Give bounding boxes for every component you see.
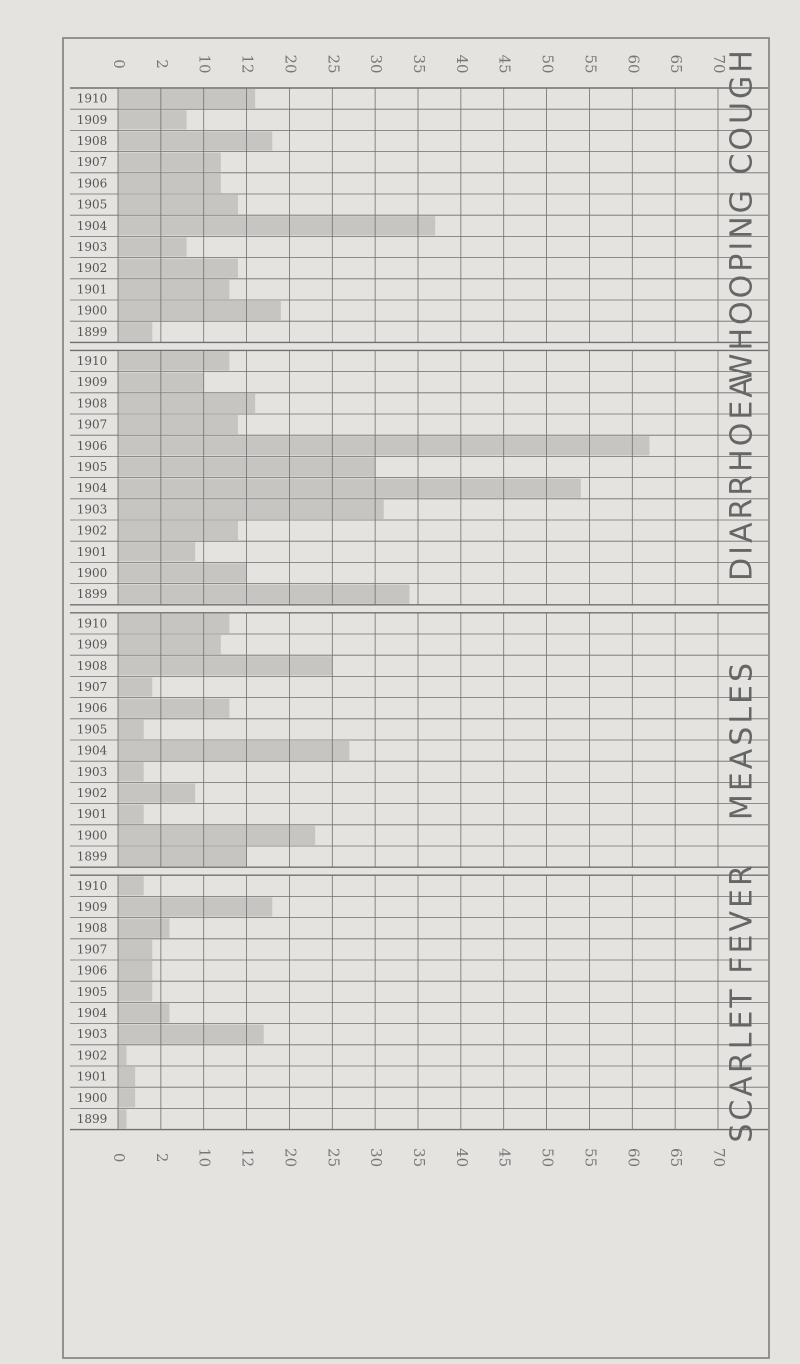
bar	[118, 237, 187, 256]
bar	[118, 656, 332, 675]
bar	[118, 961, 152, 980]
bar	[118, 89, 255, 108]
year-label: 1904	[76, 743, 108, 758]
bar	[118, 301, 281, 320]
x-tick-label-bottom: 40	[452, 1148, 471, 1168]
panel-title: WHOOPING COUGH	[724, 47, 760, 384]
x-tick-label-bottom: 45	[495, 1148, 514, 1168]
year-label: 1910	[76, 616, 108, 631]
year-label: 1902	[76, 786, 108, 800]
year-label: 1909	[76, 112, 108, 127]
x-tick-label-top: 30	[367, 54, 386, 74]
year-label: 1907	[76, 155, 108, 170]
bar	[118, 720, 144, 739]
year-label: 1900	[76, 566, 108, 580]
bar	[118, 847, 247, 866]
year-label: 1903	[76, 764, 108, 779]
year-label: 1904	[76, 218, 108, 233]
bar	[118, 415, 238, 434]
x-tick-label-bottom: 2	[152, 1152, 171, 1163]
year-label: 1901	[76, 282, 108, 297]
bar	[118, 131, 272, 150]
x-tick-label-top: 70	[710, 54, 728, 74]
year-label: 1900	[76, 303, 108, 318]
year-label: 1899	[76, 587, 108, 602]
year-label: 1905	[76, 722, 108, 737]
x-tick-label-bottom: 0	[110, 1152, 128, 1163]
bar	[118, 783, 195, 802]
year-label: 1909	[76, 637, 108, 652]
bar	[118, 195, 238, 214]
x-tick-label-top: 0	[110, 59, 128, 69]
year-label: 1906	[76, 176, 108, 191]
year-label: 1908	[76, 134, 108, 148]
panel-1	[70, 350, 768, 604]
bar	[118, 762, 144, 781]
bar	[118, 982, 152, 1001]
bar	[118, 1109, 127, 1128]
bar	[118, 259, 238, 278]
year-label: 1908	[76, 921, 108, 936]
x-tick-label-bottom: 12	[238, 1148, 257, 1168]
year-label: 1907	[76, 942, 108, 957]
year-label: 1902	[76, 1048, 108, 1063]
year-label: 1901	[76, 1069, 108, 1084]
year-label: 1910	[76, 878, 108, 893]
x-tick-label-bottom: 25	[324, 1148, 343, 1168]
x-tick-label-top: 55	[581, 54, 600, 74]
year-label: 1899	[76, 324, 108, 339]
x-tick-label-bottom: 20	[281, 1148, 300, 1168]
year-label: 1900	[76, 828, 108, 843]
x-tick-label-top: 40	[452, 54, 471, 74]
year-label: 1899	[76, 849, 108, 864]
x-tick-label-bottom: 50	[538, 1148, 557, 1168]
year-label: 1905	[76, 197, 108, 212]
year-label: 1906	[76, 963, 108, 978]
x-tick-label-top: 10	[195, 54, 214, 74]
bar	[118, 897, 272, 916]
bar	[118, 563, 247, 582]
x-tick-label-top: 35	[410, 54, 428, 74]
x-tick-label-bottom: 65	[667, 1148, 686, 1168]
bar	[118, 1046, 127, 1065]
bar	[118, 110, 187, 129]
x-tick-label-top: 45	[495, 54, 514, 74]
bar	[118, 876, 144, 895]
bar	[118, 174, 221, 193]
year-label: 1910	[76, 91, 108, 106]
x-tick-label-bottom: 10	[195, 1148, 214, 1168]
x-tick-label-bottom: 30	[367, 1148, 386, 1168]
year-label: 1908	[76, 658, 108, 673]
year-label: 1903	[76, 1027, 108, 1042]
x-tick-label-bottom: 70	[710, 1148, 728, 1168]
panel-title: MEASLES	[724, 659, 760, 821]
x-tick-label-top: 12	[238, 54, 257, 74]
bar	[118, 436, 649, 455]
bar	[118, 216, 435, 235]
bar	[118, 1025, 264, 1044]
year-label: 1904	[76, 481, 108, 496]
bar	[118, 394, 255, 413]
year-label: 1903	[76, 240, 108, 254]
x-tick-label-top: 60	[624, 54, 643, 74]
bar	[118, 585, 409, 604]
bar	[118, 500, 384, 519]
x-tick-label-bottom: 60	[624, 1148, 643, 1168]
bar	[118, 805, 144, 824]
bar	[118, 614, 229, 633]
year-label: 1903	[76, 502, 108, 517]
bar	[118, 1088, 135, 1107]
year-label: 1902	[76, 523, 108, 538]
bar	[118, 351, 229, 370]
year-label: 1902	[76, 261, 108, 276]
panel-title: DIARRHOEA	[724, 374, 760, 582]
panel-3	[70, 862, 768, 1142]
x-tick-label-top: 2	[152, 59, 171, 69]
x-tick-label-bottom: 55	[581, 1148, 600, 1168]
year-label: 1906	[76, 438, 108, 453]
year-label: 1909	[76, 375, 108, 390]
year-label: 1910	[76, 354, 108, 368]
year-label: 1907	[76, 680, 108, 694]
bar	[118, 635, 221, 654]
bar	[118, 919, 169, 938]
year-label: 1906	[76, 701, 108, 716]
year-label: 1905	[76, 460, 108, 474]
bar	[118, 542, 195, 561]
year-label: 1900	[76, 1090, 108, 1105]
x-tick-label-top: 20	[281, 54, 300, 74]
bar	[118, 521, 238, 540]
year-label: 1899	[76, 1112, 108, 1126]
bar	[118, 280, 229, 299]
bar	[118, 677, 152, 696]
bar	[118, 1067, 135, 1086]
bar	[118, 940, 152, 959]
x-tick-label-top: 50	[538, 54, 557, 74]
x-tick-label-bottom: 35	[410, 1148, 428, 1168]
year-label: 1905	[76, 984, 108, 999]
year-label: 1904	[76, 1006, 108, 1020]
bar	[118, 153, 221, 172]
year-label: 1901	[76, 807, 108, 822]
bar	[118, 322, 152, 341]
panel-2	[70, 613, 768, 867]
year-label: 1907	[76, 417, 108, 432]
panel-0	[70, 47, 768, 383]
panel-title: SCARLET FEVER	[724, 862, 760, 1143]
bar	[118, 1003, 169, 1022]
x-tick-label-top: 65	[667, 54, 686, 74]
bar	[118, 479, 581, 498]
year-label: 1908	[76, 396, 108, 411]
bar	[118, 741, 349, 760]
bar	[118, 826, 315, 845]
x-tick-label-top: 25	[324, 54, 343, 74]
panels-group	[70, 47, 768, 1142]
bar	[118, 699, 229, 718]
year-label: 1909	[76, 900, 108, 914]
year-label: 1901	[76, 544, 108, 559]
